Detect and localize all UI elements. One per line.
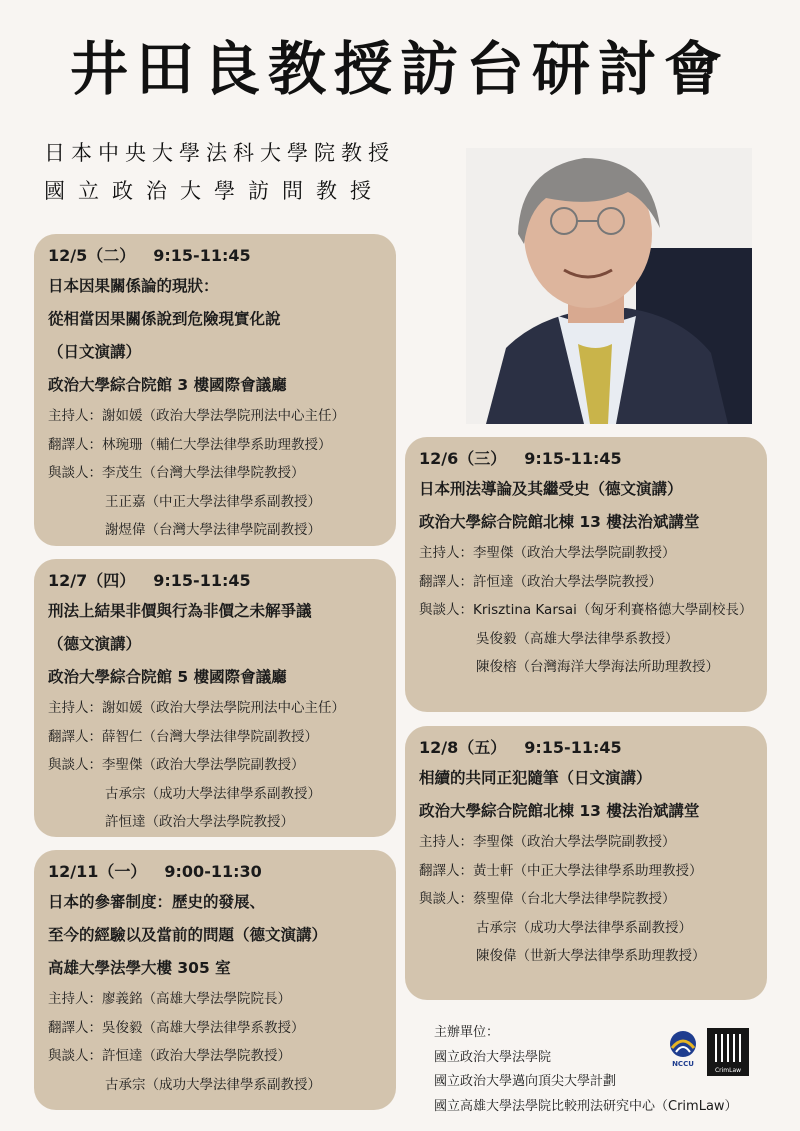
session-date: 12/7（四） bbox=[48, 571, 136, 590]
session-topic: 日本刑法導論及其繼受史（德文演講） bbox=[419, 480, 683, 498]
session-topic: 從相當因果關係說到危險現實化說 bbox=[48, 310, 281, 328]
session-card-dec6 bbox=[405, 437, 767, 712]
session-host: 主持人：廖義銘（高雄大學法學院院長） bbox=[48, 991, 291, 1007]
session-discussant: 與談人：蔡聖偉（台北大學法律學院教授） bbox=[419, 891, 676, 907]
organizer-line: 國立高雄大學法學院比較刑法研究中心（CrimLaw） bbox=[434, 1098, 738, 1114]
session-datetime bbox=[419, 445, 753, 473]
session-time: 9:15-11:45 bbox=[153, 246, 251, 265]
crimlaw-logo-icon bbox=[707, 1028, 749, 1076]
session-date: 12/11（一） bbox=[48, 862, 147, 881]
session-topic: 相續的共同正犯隨筆（日文演講） bbox=[419, 769, 652, 787]
session-date: 12/6（三） bbox=[419, 449, 507, 468]
session-discussant: 古承宗（成功大學法律學系副教授） bbox=[105, 1076, 321, 1093]
session-time: 9:00-11:30 bbox=[164, 862, 262, 881]
session-topic: 刑法上結果非價與行為非價之未解爭議 bbox=[48, 602, 312, 620]
session-date: 12/8（五） bbox=[419, 738, 507, 757]
session-discussant: 陳俊榕（台灣海洋大學海法所助理教授） bbox=[476, 659, 719, 675]
session-topic: 至今的經驗以及當前的問題（德文演講） bbox=[48, 926, 328, 944]
session-discussant: 吳俊毅（高雄大學法律學系教授） bbox=[476, 630, 679, 647]
session-host: 主持人：李聖傑（政治大學法學院副教授） bbox=[419, 834, 676, 850]
organizer-heading: 主辦單位： bbox=[434, 1025, 500, 1040]
session-venue: 政治大學綜合院館 5 樓國際會議廳 bbox=[48, 668, 287, 686]
session-discussant: 陳俊偉（世新大學法律學系助理教授） bbox=[476, 948, 706, 964]
session-card-dec5 bbox=[34, 234, 396, 546]
session-discussant: 王正嘉（中正大學法律學系副教授） bbox=[105, 493, 321, 510]
session-translator: 翻譯人：許恒達（政治大學法學院教授） bbox=[419, 573, 662, 590]
session-datetime bbox=[48, 242, 382, 270]
session-discussant: 古承宗（成功大學法律學系副教授） bbox=[476, 919, 692, 936]
session-discussant: 與談人：許恒達（政治大學法學院教授） bbox=[48, 1048, 291, 1064]
session-time: 9:15-11:45 bbox=[153, 571, 251, 590]
session-topic: （德文演講） bbox=[48, 635, 142, 653]
session-card-dec8 bbox=[405, 726, 767, 1000]
session-datetime bbox=[48, 858, 382, 886]
crimlaw-logo-text: CrimLaw bbox=[714, 1067, 742, 1074]
session-datetime bbox=[48, 567, 382, 595]
session-card-dec7 bbox=[34, 559, 396, 837]
session-venue: 高雄大學法學大樓 305 室 bbox=[48, 959, 231, 977]
session-datetime bbox=[419, 734, 753, 762]
organizer-line: 國立政治大學邁向頂尖大學計劃 bbox=[434, 1074, 617, 1089]
session-discussant: 與談人：李茂生（台灣大學法律學院教授） bbox=[48, 465, 305, 481]
session-translator: 翻譯人：林琬珊（輔仁大學法律學系助理教授） bbox=[48, 436, 332, 453]
session-discussant: 與談人：李聖傑（政治大學法學院副教授） bbox=[48, 757, 305, 773]
poster-title: 井田良教授訪台研討會 bbox=[69, 35, 730, 103]
session-date: 12/5（二） bbox=[48, 246, 136, 265]
session-card-dec11 bbox=[34, 850, 396, 1110]
session-topic: （日文演講） bbox=[48, 343, 142, 361]
nccu-logo-icon bbox=[663, 1028, 703, 1068]
session-time: 9:15-11:45 bbox=[524, 738, 622, 757]
session-time: 9:15-11:45 bbox=[524, 449, 622, 468]
session-topic: 日本因果關係論的現狀： bbox=[48, 277, 219, 295]
organizer-line: 國立政治大學法學院 bbox=[434, 1049, 552, 1065]
session-host: 主持人：謝如媛（政治大學法學院刑法中心主任） bbox=[48, 408, 345, 424]
session-discussant: 謝煜偉（台灣大學法律學院副教授） bbox=[105, 522, 321, 538]
session-venue: 政治大學綜合院館北棟 13 樓法治斌講堂 bbox=[419, 802, 700, 820]
speaker-affiliation-2: 國立政治大學訪問教授 bbox=[44, 179, 384, 203]
speaker-affiliation-1: 日本中央大學法科大學院教授 bbox=[44, 141, 395, 165]
session-discussant: 古承宗（成功大學法律學系副教授） bbox=[105, 785, 321, 802]
session-venue: 政治大學綜合院館 3 樓國際會議廳 bbox=[48, 376, 287, 394]
session-discussant: 與談人：Krisztina Karsai（匈牙利賽格德大學副校長） bbox=[419, 602, 753, 618]
nccu-logo-text: NCCU bbox=[672, 1060, 694, 1068]
session-translator: 翻譯人：吳俊毅（高雄大學法律學系教授） bbox=[48, 1019, 305, 1036]
session-host: 主持人：李聖傑（政治大學法學院副教授） bbox=[419, 545, 676, 561]
session-translator: 翻譯人：黃士軒（中正大學法律學系助理教授） bbox=[419, 862, 703, 879]
speaker-photo bbox=[466, 148, 752, 424]
session-venue: 政治大學綜合院館北棟 13 樓法治斌講堂 bbox=[419, 513, 700, 531]
session-topic: 日本的參審制度：歷史的發展、 bbox=[48, 893, 266, 911]
session-host: 主持人：謝如媛（政治大學法學院刑法中心主任） bbox=[48, 700, 345, 716]
session-translator: 翻譯人：薛智仁（台灣大學法律學院副教授） bbox=[48, 728, 318, 745]
session-discussant: 許恒達（政治大學法學院教授） bbox=[105, 814, 294, 830]
